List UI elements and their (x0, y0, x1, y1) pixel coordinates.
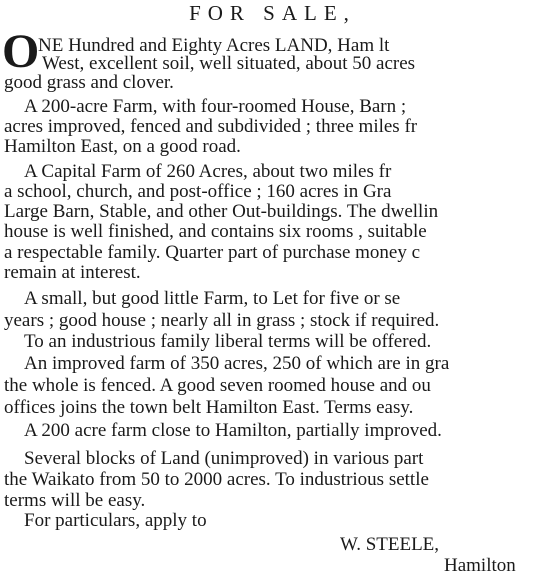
small-farm-line-3: To an industrious family liberal terms will be offered. (24, 331, 432, 352)
blocks-line-3: terms will be easy. (4, 490, 146, 511)
farm-200-line-2: acres improved, fenced and subdivided ; three miles fr (4, 116, 418, 137)
opening-line-2: West, excellent soil, well situated, about 50 acres (42, 53, 416, 74)
small-farm-line-2: years ; good house ; nearly all in grass ; stock if required. (4, 310, 440, 331)
capital-farm-line-4: house is well finished, and contains six rooms , suitable (4, 221, 427, 242)
improved-farm-line-3: offices joins the town belt Hamilton East. Terms easy. (4, 397, 414, 418)
small-farm-line-1: A small, but good little Farm, to Let for five or se (24, 288, 401, 309)
farm-close-line-1: A 200 acre farm close to Hamilton, partially improved. (24, 420, 442, 441)
capital-farm-line-2: a school, church, and post-office ; 160 acres in Gra (4, 181, 392, 202)
blocks-line-1: Several blocks of Land (unimproved) in various part (24, 448, 424, 469)
capital-farm-line-6: remain at interest. (4, 262, 141, 283)
blocks-line-2: the Waikato from 50 to 2000 acres. To industrious settle (4, 469, 429, 490)
advert-heading: FOR SALE, (189, 1, 356, 25)
capital-farm-line-5: a respectable family. Quarter part of purchase money c (4, 242, 421, 263)
opening-line-3: good grass and clover. (4, 72, 174, 93)
contact-place: Hamilton (444, 555, 516, 576)
contact-intro: For particulars, apply to (24, 510, 207, 531)
capital-farm-line-3: Large Barn, Stable, and other Out-buildings. The dwellin (4, 201, 439, 222)
farm-200-line-1: A 200-acre Farm, with four-roomed House, Barn ; (24, 96, 407, 117)
drop-cap: O (2, 25, 40, 78)
farm-200-line-3: Hamilton East, on a good road. (4, 136, 241, 157)
opening-line-1: NE Hundred and Eighty Acres LAND, Ham lt (38, 35, 390, 56)
contact-name: W. STEELE, (340, 534, 440, 555)
capital-farm-line-1: A Capital Farm of 260 Acres, about two miles fr (24, 161, 392, 182)
improved-farm-line-1: An improved farm of 350 acres, 250 of which are in gra (24, 353, 450, 374)
improved-farm-line-2: the whole is fenced. A good seven roomed house and ou (4, 375, 431, 396)
